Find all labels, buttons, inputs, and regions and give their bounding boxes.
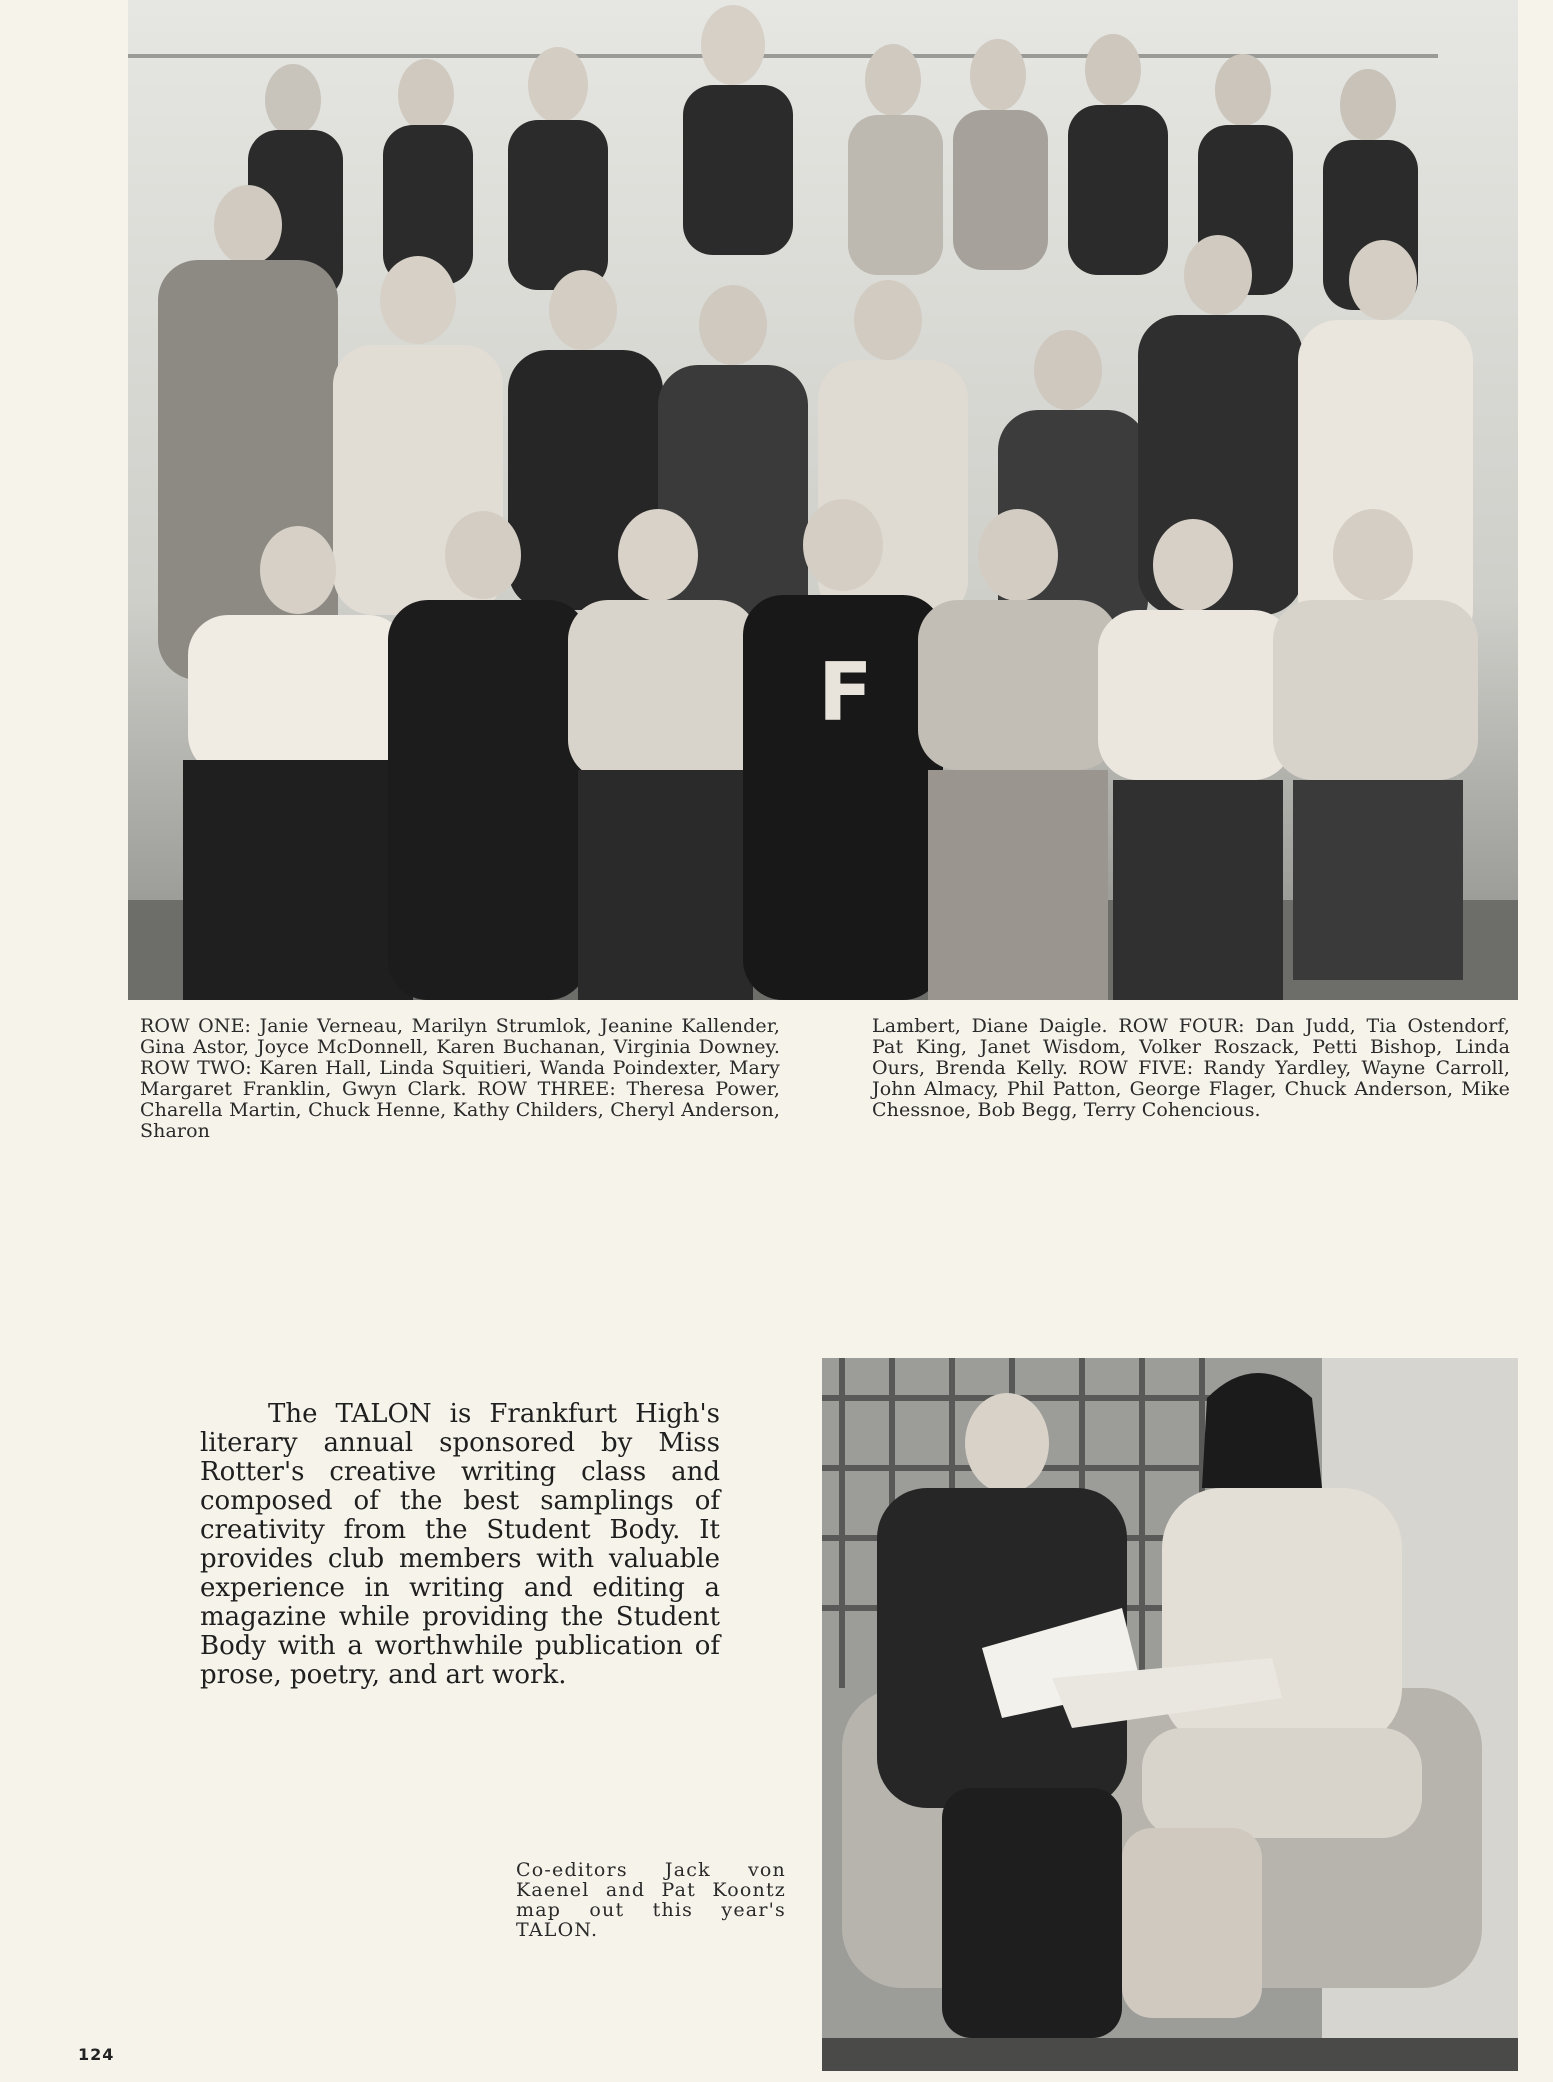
talon-description: The TALON is Frankfurt High's literary annual sponsored by Miss Rotter's creative writing class and composed of the best samplings of creativity from the Student Body. It provides club members with valuable experience in writing and editing a magazine while providing the Student Body with a worthwhile publication of prose, poetry, and art work. bbox=[200, 1399, 720, 1690]
group-photo-caption-right: Lambert, Diane Daigle. ROW FOUR: Dan Judd, Tia Ostendorf, Pat King, Janet Wisdom, Volker Roszack, Petti Bishop, Linda Ours, Brenda Kelly. ROW FIVE: Randy Yardley, Wayne Carroll, John Almacy, Phil Patton, George Flager, Chuck Anderson, Mike Chessnoe, Bob Begg, Terry Cohencious. bbox=[872, 1015, 1510, 1121]
co-editors-caption: Co-editors Jack von Kaenel and Pat Koontz map out this year's TALON. bbox=[516, 1859, 786, 1941]
co-editors-photo bbox=[822, 1358, 1518, 2071]
group-photo-caption-left: ROW ONE: Janie Verneau, Marilyn Strumlok, Jeanine Kallender, Gina Astor, Joyce McDonnell, Karen Buchanan, Virginia Downey. ROW TWO: Karen Hall, Linda Squitieri, Wanda Poindexter, Mary Margaret Franklin, Gwyn Clark. ROW THREE: Theresa Power, Charella Martin, Chuck Henne, Kathy Childers, Cheryl Anderson, Sharon bbox=[140, 1015, 780, 1142]
club-group-photo bbox=[128, 0, 1518, 1000]
svg-text:F: F bbox=[818, 646, 873, 739]
page-number: 124 bbox=[78, 2045, 115, 2064]
